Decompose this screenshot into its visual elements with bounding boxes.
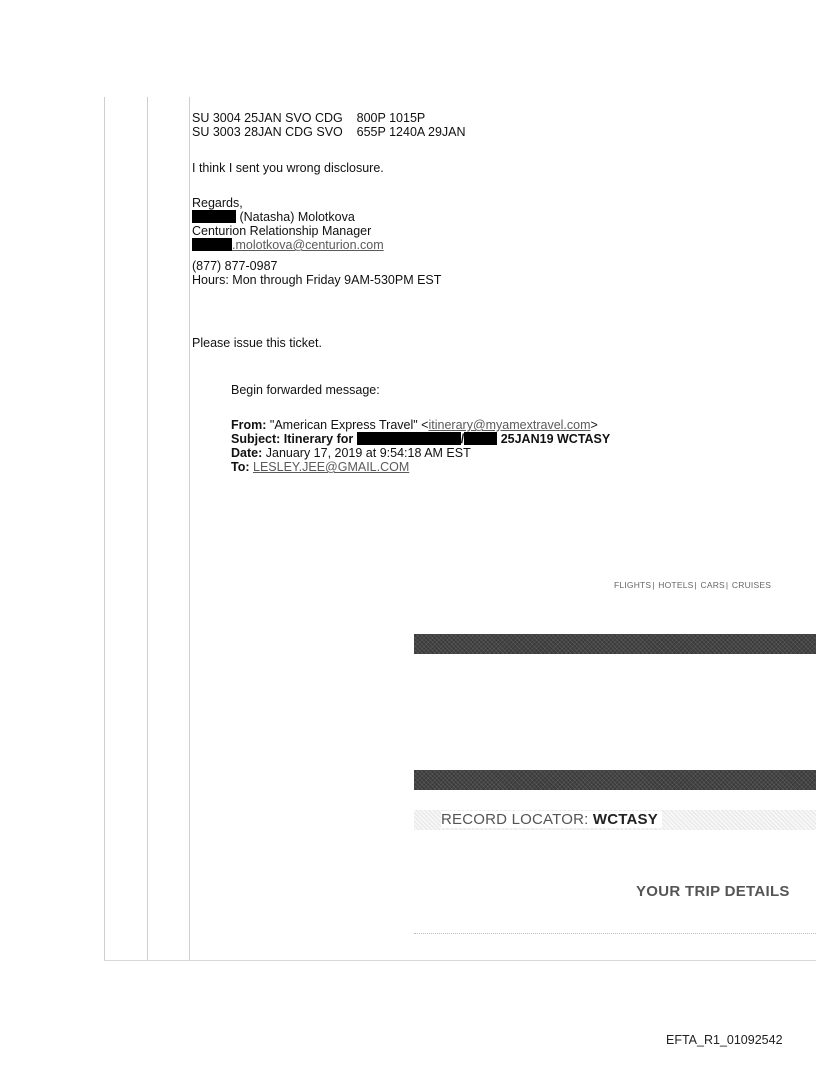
frame-line-left [104, 97, 105, 960]
trip-details-heading: YOUR TRIP DETAILS [636, 883, 790, 900]
to-label: To: [231, 460, 250, 474]
issue-line: Please issue this ticket. [192, 336, 322, 350]
redaction-block [192, 210, 236, 223]
signature-hours: Hours: Mon through Friday 9AM-530PM EST [192, 273, 442, 287]
from-close: > [590, 418, 598, 432]
flight-line-2: SU 3003 28JAN CDG SVO 655P 1240A 29JAN [192, 125, 466, 139]
record-locator [441, 811, 662, 828]
to-email-link[interactable]: LESLEY.JEE@GMAIL.COM [253, 460, 410, 474]
signature-regards: Regards, [192, 196, 243, 210]
redaction-block [192, 238, 232, 251]
nav-hotels[interactable]: HOTELS [658, 580, 694, 590]
signature-role: Centurion Relationship Manager [192, 224, 372, 238]
nav-separator: | [725, 580, 729, 590]
nav-cars[interactable]: CARS [700, 580, 725, 590]
signature-phone: (877) 877-0987 [192, 259, 278, 273]
frame-line-right [189, 97, 190, 960]
message-line: I think I sent you wrong disclosure. [192, 161, 384, 175]
signature-email-line [192, 238, 384, 252]
nav-separator: | [652, 580, 655, 590]
travel-nav [614, 580, 771, 590]
nav-flights[interactable]: FLIGHTS [614, 580, 652, 590]
header-band-bottom [414, 770, 816, 790]
nav-cruises[interactable]: CRUISES [731, 580, 772, 590]
from-email-link[interactable]: itinerary@myamextravel.com [428, 418, 591, 432]
forwarded-from [231, 418, 598, 432]
flight-line-1: SU 3004 25JAN SVO CDG 800P 1015P [192, 111, 426, 125]
nav-separator: | [694, 580, 697, 590]
from-label: From: [231, 418, 267, 432]
frame-line-bottom [104, 960, 816, 961]
redaction-block [464, 432, 497, 445]
trip-details-divider [414, 933, 816, 934]
signature-name: (Natasha) Molotkova [239, 210, 355, 224]
from-name: "American Express Travel" < [266, 418, 429, 432]
forwarded-intro: Begin forwarded message: [231, 383, 380, 397]
frame-line-middle [147, 97, 148, 960]
subject-sep: / [460, 432, 465, 446]
signature-name-line [192, 210, 355, 224]
record-locator-value: WCTASY [592, 811, 658, 828]
subject-tail: 25JAN19 WCTASY [500, 432, 611, 446]
record-locator-label: RECORD LOCATOR: [441, 811, 589, 828]
redaction-block [357, 432, 461, 445]
forwarded-date [231, 446, 471, 460]
document-id: EFTA_R1_01092542 [666, 1033, 783, 1047]
date-label: Date: [231, 446, 263, 460]
date-value: January 17, 2019 at 9:54:18 AM EST [262, 446, 471, 460]
forwarded-subject [231, 432, 610, 446]
signature-email-link[interactable]: .molotkova@centurion.com [232, 238, 384, 252]
forwarded-to [231, 460, 409, 474]
header-band-top [414, 634, 816, 654]
subject-label: Subject: Itinerary for [231, 432, 354, 446]
